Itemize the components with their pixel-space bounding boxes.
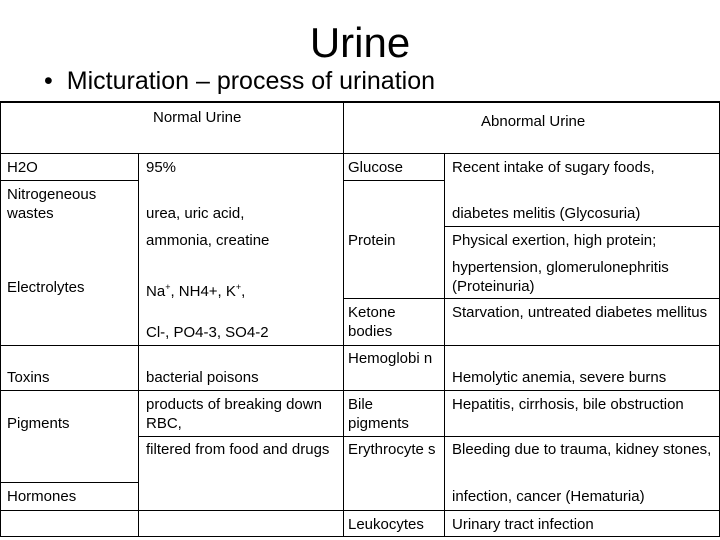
erythrocytes-value-1: Bleeding due to trauma, kidney stones, bbox=[452, 441, 712, 458]
bile-value: Hepatitis, cirrhosis, bile obstruction bbox=[452, 396, 684, 413]
erythrocytes-value-2: infection, cancer (Hematuria) bbox=[452, 488, 645, 505]
bullet-dot: • bbox=[44, 67, 53, 95]
row-divider bbox=[138, 436, 720, 437]
glucose-value-2: diabetes melitis (Glycosuria) bbox=[452, 205, 641, 222]
pigments-value-2: filtered from food and drugs bbox=[146, 441, 330, 458]
glucose-label: Glucose bbox=[348, 159, 404, 176]
toxins-value: bacterial poisons bbox=[146, 369, 259, 386]
electrolytes-value-2: Cl-, PO4-3, SO4-2 bbox=[146, 324, 269, 341]
bullet-text: Micturation – process of urination bbox=[66, 67, 436, 95]
header-abnormal-urine: Abnormal Urine bbox=[481, 113, 586, 130]
electrolytes-value-1-sup: + bbox=[165, 282, 171, 292]
hemoglobin-label: Hemoglobi n bbox=[348, 350, 433, 367]
row-divider bbox=[343, 180, 444, 181]
protein-value-1: Physical exertion, high protein; bbox=[452, 232, 657, 249]
table-border-top bbox=[0, 101, 720, 103]
toxins-label: Toxins bbox=[7, 369, 50, 386]
pigments-value: products of breaking down RBC, bbox=[146, 396, 322, 432]
row-divider bbox=[0, 345, 720, 346]
electrolytes-value-1-part: , bbox=[241, 283, 246, 300]
hemoglobin-value: Hemolytic anemia, severe burns bbox=[452, 369, 667, 386]
slide-bullet bbox=[44, 64, 435, 98]
col-divider bbox=[138, 153, 139, 537]
row-divider bbox=[0, 153, 720, 154]
row-divider bbox=[0, 390, 720, 391]
glucose-value-1: Recent intake of sugary foods, bbox=[452, 159, 655, 176]
row-divider bbox=[0, 180, 138, 181]
h2o-label: H2O bbox=[7, 159, 38, 176]
row-divider bbox=[0, 482, 138, 483]
h2o-value: 95% bbox=[146, 159, 177, 176]
hormones-label: Hormones bbox=[7, 488, 77, 505]
table-border-left bbox=[0, 101, 1, 537]
protein-value-2: hypertension, glomerulonephritis (Proteinuria) bbox=[452, 259, 669, 295]
nitrogeneous-label: Nitrogeneous wastes bbox=[7, 186, 97, 222]
pigments-label: Pigments bbox=[7, 415, 70, 432]
nitrogeneous-value-1: urea, uric acid, bbox=[146, 205, 245, 222]
ketone-value: Starvation, untreated diabetes mellitus bbox=[452, 304, 708, 321]
protein-label: Protein bbox=[348, 232, 396, 249]
erythrocytes-label: Erythrocyte s bbox=[348, 441, 436, 458]
electrolytes-label: Electrolytes bbox=[7, 279, 85, 296]
ketone-label: Ketone bodies bbox=[348, 304, 396, 340]
electrolytes-value-1 bbox=[146, 278, 245, 301]
leukocytes-label: Leukocytes bbox=[348, 516, 424, 533]
nitrogeneous-value-2: ammonia, creatine bbox=[146, 232, 270, 249]
col-divider bbox=[444, 153, 445, 537]
leukocytes-value: Urinary tract infection bbox=[452, 516, 594, 533]
electrolytes-value-1-sup: + bbox=[235, 282, 242, 292]
row-divider bbox=[343, 298, 720, 299]
row-divider bbox=[0, 510, 720, 511]
electrolytes-value-1-part: Na bbox=[146, 283, 166, 300]
electrolytes-value-1-part: , NH4+, K bbox=[170, 283, 236, 300]
bile-label: Bile pigments bbox=[348, 396, 409, 432]
row-divider bbox=[444, 226, 720, 227]
slide-title: Urine bbox=[309, 19, 411, 66]
header-normal-urine: Normal Urine bbox=[153, 109, 242, 126]
col-divider bbox=[343, 101, 344, 537]
table-border-bottom bbox=[0, 536, 720, 537]
